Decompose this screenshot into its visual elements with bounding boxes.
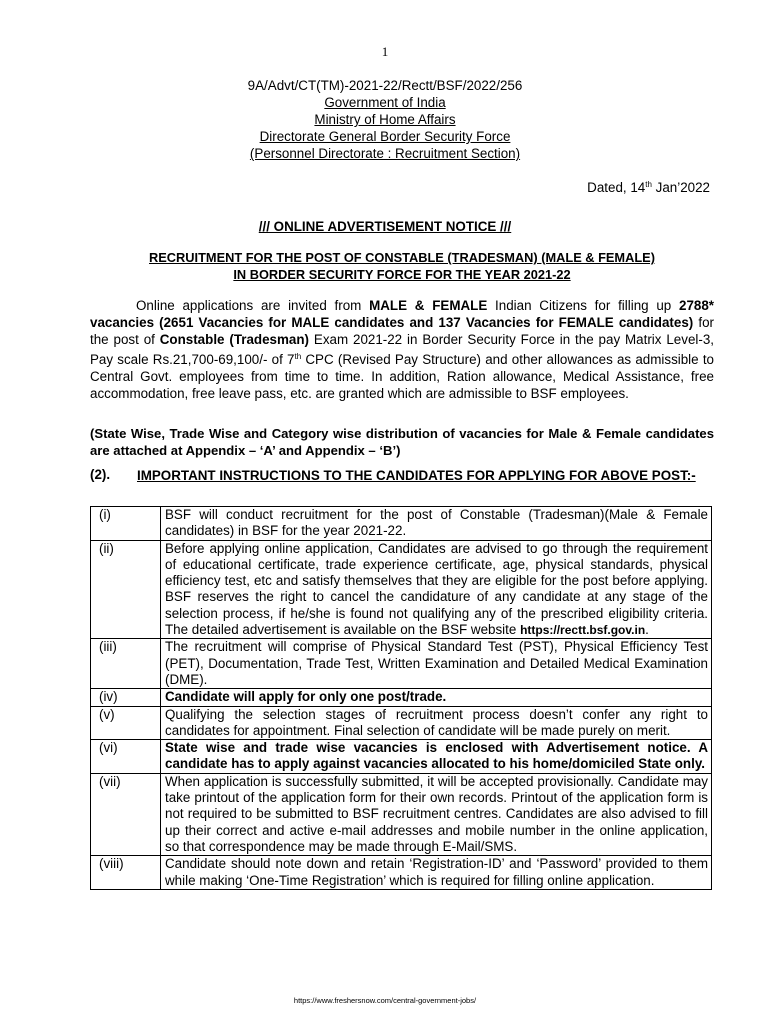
row-number: (i) [91,507,161,541]
page-number: 1 [381,44,389,59]
row-number: (vi) [91,740,161,774]
intro-text-1: Online applications are invited from [136,298,370,313]
row-number: (iv) [91,689,161,706]
section2-number: (2). [90,467,111,482]
footer-url[interactable]: https://www.freshersnow.com/central-government-jobs/ [293,996,477,1005]
row-text: Qualifying the selection stages of recruitment process doesn’t confer any right to candidates for appointment. Final selection of candidate will be made purely on merit. [161,706,712,740]
instructions-table [90,506,712,890]
table-row [91,773,712,855]
reference-number: 9A/Advt/CT(TM)-2021-22/Rectt/BSF/2022/256 [247,78,523,93]
table-row [91,856,712,890]
org-ministry: Ministry of Home Affairs [314,112,456,127]
state-wise-note: (State Wise, Trade Wise and Category wise distribution of vacancies for Male & Female candidates are attached at Appendix – ‘A’ and Appendix – ‘B’) [90,426,714,458]
row-text-body: Before applying online application, Candidates are advised to go through the requirement of educational certificate, trade experience certificate, age, physical standards, physical efficiency test, etc and satisfy themselves that they are eligible for the post before applying. BSF reserves the right to cancel the candidature of any candidate at any stage of the selection process, if he/she is found not qualifying any of the prescribed eligibility criteria. The detailed advertisement is available on the BSF website [165,540,708,638]
bsf-website-link[interactable]: https://rectt.bsf.gov.in [520,623,646,638]
intro-sup: th [294,352,302,361]
intro-text-4: Exam 2021-22 in Border Security Force in the pay Matrix Level-3, Pay scale Rs.21,700-69,100/- of 7 [90,332,715,367]
date-prefix: Dated, 14 [587,180,646,195]
table-row [91,706,712,740]
recruitment-title [90,249,714,283]
table-row [91,540,712,639]
row-text: When application is successfully submitted, it will be accepted provisionally. Candidate may take printout of the application form for their own records. Printout of the application form is not required to be submitted to BSF recruitment centres. Candidates are also advised to fill up their correct and active e-mail addresses and mobile number in the online application, so that correspondence may be made through E-Mail/SMS. [161,773,712,855]
row-number: (viii) [91,856,161,890]
date-month-year: Jan’2022 [651,180,710,195]
org-section: (Personnel Directorate : Recruitment Section) [249,146,521,161]
row-number: (v) [91,706,161,740]
row-text: The recruitment will comprise of Physical Standard Test (PST), Physical Efficiency Test (PET), Documentation, Trade Test, Written Examination and Detailed Medical Examination (DME). [161,639,712,689]
intro-bold-1: MALE & FEMALE [369,298,488,313]
letter-header [0,77,770,162]
row-text: Candidate will apply for only one post/trade. [161,689,712,706]
table-row [91,639,712,689]
table-row [91,740,712,774]
recruitment-title-line2: IN BORDER SECURITY FORCE FOR THE YEAR 2021-22 [233,267,571,282]
section2-title: IMPORTANT INSTRUCTIONS TO THE CANDIDATES FOR APPLYING FOR ABOVE POST:- [137,468,696,483]
intro-bold-post: Constable (Tradesman) [159,332,309,347]
row-text-tail: . [645,622,649,638]
intro-paragraph [90,297,714,402]
row-text [161,540,712,639]
row-number: (ii) [91,540,161,639]
row-text: BSF will conduct recruitment for the post of Constable (Tradesman)(Male & Female candidates) in BSF for the year 2021-22. [161,507,712,541]
table-row [91,507,712,541]
date-line [587,180,710,195]
intro-text-5: CPC (Revised Pay Structure) and other allowances as admissible to Central Govt. employees from time to time. In addition, Ration allowance, Medical Assistance, free accommodation, free leave pass, etc. are granted which are admissible to BSF employees. [90,352,714,401]
date-suffix-sup: th [645,180,652,189]
row-number: (iii) [91,639,161,689]
table-row [91,689,712,706]
row-number: (vii) [91,773,161,855]
row-text: Candidate should note down and retain ‘Registration-ID’ and ‘Password’ provided to them while making ‘One-Time Registration’ which is required for filling online application. [161,856,712,890]
intro-bold-vacancies: 2788* vacancies (2651 Vacancies for MALE candidates and 137 Vacancies for FEMALE candidates) [90,298,715,330]
row-text: State wise and trade wise vacancies is enclosed with Advertisement notice. A candidate has to apply against vacancies allocated to his home/domiciled State only. [161,740,712,774]
intro-text-2: Indian Citizens for filling up [487,298,680,313]
recruitment-title-line1: RECRUITMENT FOR THE POST OF CONSTABLE (TRADESMAN) (MALE & FEMALE) [149,250,655,265]
org-government: Government of India [324,95,446,110]
intro-text-3: for the post of [90,315,714,347]
notice-title: /// ONLINE ADVERTISEMENT NOTICE /// [258,219,512,234]
org-directorate: Directorate General Border Security Force [259,129,511,144]
